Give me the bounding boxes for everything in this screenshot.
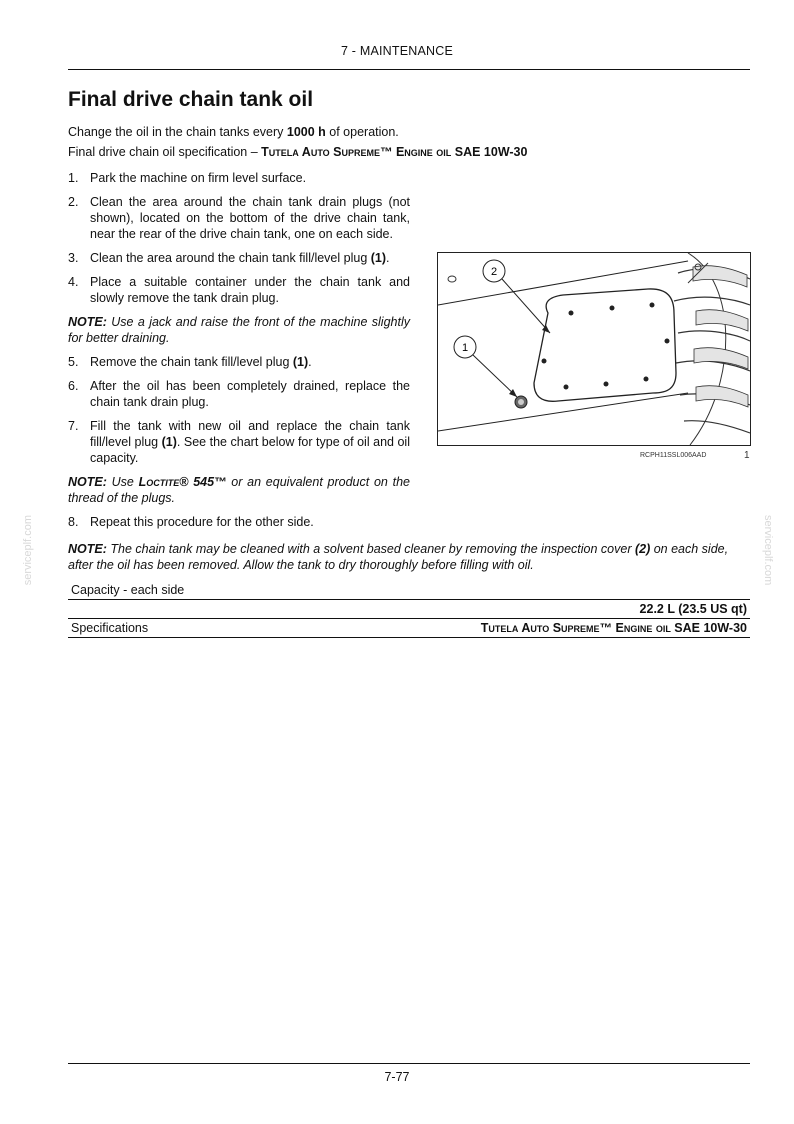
section-header: 7 - MAINTENANCE — [340, 44, 454, 58]
callout-ref: (1) — [292, 355, 309, 369]
step-text: Place a suitable container under the chain tank and slowly remove the tank drain plug. — [90, 275, 410, 305]
oil-spec-name: Tutela Auto Supreme™ Engine oil — [261, 145, 452, 159]
spec-oil-grade: SAE 10W-30 — [670, 621, 747, 635]
step-number: 1. — [68, 171, 79, 185]
callout-ref: (2) — [634, 542, 651, 556]
callout-1: 1 — [461, 342, 469, 354]
step-text-end: . — [386, 251, 390, 265]
step-text: Remove the chain tank fill/level plug — [90, 355, 293, 369]
note-text: The chain tank may be cleaned with a solvent based cleaner by removing the inspection cover — [106, 542, 635, 556]
step-number: 8. — [68, 515, 79, 529]
figure-code: RCPH11SSL006AAD — [640, 452, 707, 459]
watermark-right: serviceplf.com — [762, 515, 774, 586]
step-text-end: . — [308, 355, 312, 369]
capacity-table — [68, 582, 750, 638]
oil-spec-label: Final drive chain oil specification – — [68, 145, 262, 159]
capacity-label-row — [68, 582, 750, 600]
step-8 — [68, 514, 410, 530]
step-text-end: . See the chart below for type of oil and oil capacity. — [90, 435, 410, 465]
step-2 — [68, 194, 410, 242]
product-name: Loctite® 545™ — [138, 475, 227, 489]
specifications-row — [68, 619, 750, 638]
step-text: Clean the area around the chain tank fill/level plug — [90, 251, 371, 265]
step-text: Clean the area around the chain tank drain plugs (not shown), located on the bottom of the drive chain tank, near the rear of the drive chain tank, one on each side. — [90, 195, 410, 241]
page-number: 7-77 — [384, 1070, 410, 1084]
chain-tank-illustration — [438, 253, 750, 445]
note-text-end: or an equivalent product on the thread of the plugs. — [68, 475, 410, 505]
step-text: Fill the tank with new oil and replace the chain tank fill/level plug — [90, 419, 410, 449]
interval-text-end: of operation. — [325, 125, 399, 139]
intro — [68, 122, 708, 162]
oil-spec-line — [68, 142, 708, 162]
step-number: 7. — [68, 419, 79, 433]
chain-tank-figure — [437, 252, 751, 446]
specifications-label: Specifications — [71, 621, 149, 635]
interval-hours: 1000 h — [286, 125, 326, 139]
header-rule — [68, 69, 750, 70]
note-jack — [68, 314, 410, 346]
note-cleaning — [68, 541, 750, 573]
step-8-block — [68, 514, 410, 538]
note-label: NOTE: — [68, 542, 107, 556]
step-text: Park the machine on firm level surface. — [90, 171, 307, 185]
capacity-value: 22.2 L (23.5 US qt) — [639, 602, 747, 616]
step-number: 4. — [68, 275, 79, 289]
step-number: 3. — [68, 251, 79, 265]
step-5 — [68, 354, 410, 370]
step-number: 2. — [68, 195, 79, 209]
step-7 — [68, 418, 410, 466]
step-6 — [68, 378, 410, 410]
step-text: After the oil has been completely drained, replace the chain tank drain plug. — [90, 379, 410, 409]
step-1 — [68, 170, 410, 186]
figure-number: 1 — [744, 450, 750, 461]
capacity-label: Capacity - each side — [71, 583, 185, 597]
watermark-left: serviceplf.com — [22, 515, 34, 586]
interval-text: Change the oil in the chain tanks every — [68, 125, 287, 139]
spec-oil-name: Tutela Auto Supreme™ Engine oil — [480, 621, 671, 635]
change-interval-line — [68, 122, 708, 142]
note-label: NOTE: — [68, 315, 107, 329]
footer-rule — [68, 1063, 750, 1064]
step-3 — [68, 250, 410, 266]
callout-ref: (1) — [161, 435, 177, 449]
step-4 — [68, 274, 410, 306]
note-text: Use — [106, 475, 139, 489]
step-number: 5. — [68, 355, 79, 369]
procedure-steps — [68, 170, 410, 514]
callout-ref: (1) — [370, 251, 387, 265]
capacity-value-row — [68, 600, 750, 619]
specifications-value — [481, 619, 747, 637]
note-loctite — [68, 474, 410, 506]
step-text: Repeat this procedure for the other side. — [90, 515, 314, 529]
note-text-end: on each side, after the oil has been removed. Allow the tank to dry thoroughly before filling with oil. — [68, 542, 729, 572]
page-title: Final drive chain tank oil — [68, 88, 314, 111]
callout-2: 2 — [490, 266, 498, 278]
oil-spec-grade: SAE 10W-30 — [451, 145, 528, 159]
note-label: NOTE: — [68, 475, 107, 489]
step-number: 6. — [68, 379, 79, 393]
note-text: Use a jack and raise the front of the machine slightly for better draining. — [68, 315, 410, 345]
